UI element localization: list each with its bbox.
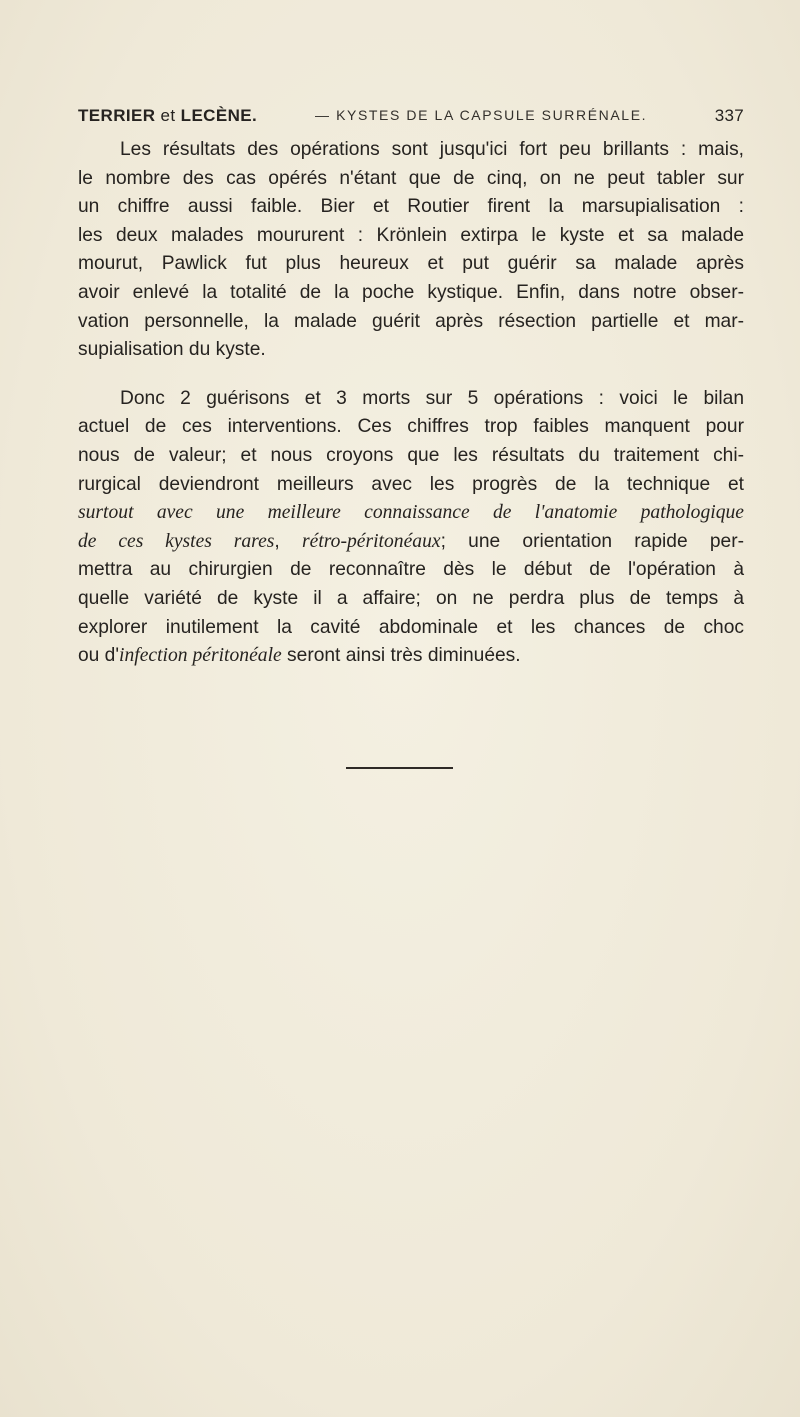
page-number: 337 [714, 106, 744, 125]
paragraph-2-line: quelle variété de kyste il a affaire; on ne perdra plus de temps à [78, 587, 744, 609]
running-head [78, 106, 744, 134]
running-head-authors: TERRIER et LECÈNE. [78, 106, 258, 125]
paragraph-2-line [78, 499, 744, 528]
section-end-rule [346, 767, 453, 769]
paragraph-2-line: de ces kystes rares, rétro-péritonéaux; une orientation rapide per- [78, 530, 744, 552]
paragraph-2-line: mettra au chirurgien de reconnaître dès le début de l'opération à [78, 559, 744, 581]
paragraph-1-line: supialisation du kyste. [78, 339, 266, 361]
paragraph-1-line: un chiffre aussi faible. Bier et Routier firent la marsupialisation : [78, 196, 744, 218]
paragraph-2-line: explorer inutilement la cavité abdominale et les chances de choc [78, 616, 744, 638]
paragraph-2-line: rurgical deviendront meilleurs avec les progrès de la technique et [78, 473, 744, 495]
paragraph-1-line: avoir enlevé la totalité de la poche kystique. Enfin, dans notre obser- [78, 281, 744, 303]
paragraph-1-line: le nombre des cas opérés n'étant que de cinq, on ne peut tabler sur [78, 167, 744, 189]
paragraph-1-line: vation personnelle, la malade guérit après résection partielle et mar- [78, 310, 744, 332]
paragraph-2-line: Donc 2 guérisons et 3 morts sur 5 opérations : voici le bilan [120, 387, 744, 409]
paragraph-2-line: nous de valeur; et nous croyons que les résultats du traitement chi- [78, 444, 744, 466]
paragraph-1-line: Les résultats des opérations sont jusqu'ici fort peu brillants : mais, [120, 139, 744, 160]
paragraph-1-line: mourut, Pawlick fut plus heureux et put guérir sa malade après [78, 253, 744, 275]
body-text [78, 136, 744, 671]
italic-phrase: de ces kystes rares [78, 530, 275, 552]
italic-phrase: infection péritonéale [119, 645, 282, 667]
paragraph-2-line: ou d'infection péritonéale seront ainsi très diminuées. [78, 645, 521, 667]
running-head-title: — KYSTES DE LA CAPSULE SURRÉNALE. [315, 107, 648, 123]
paragraph-2-line: actuel de ces interventions. Ces chiffres trop faibles manquent pour [78, 416, 744, 438]
italic-phrase: surtout avec une meilleure connaissance de l'anatomie pathologique [78, 502, 744, 524]
paragraph-1-line: les deux malades moururent : Krönlein extirpa le kyste et sa malade [78, 224, 744, 246]
italic-phrase: rétro-péritonéaux [302, 530, 441, 552]
